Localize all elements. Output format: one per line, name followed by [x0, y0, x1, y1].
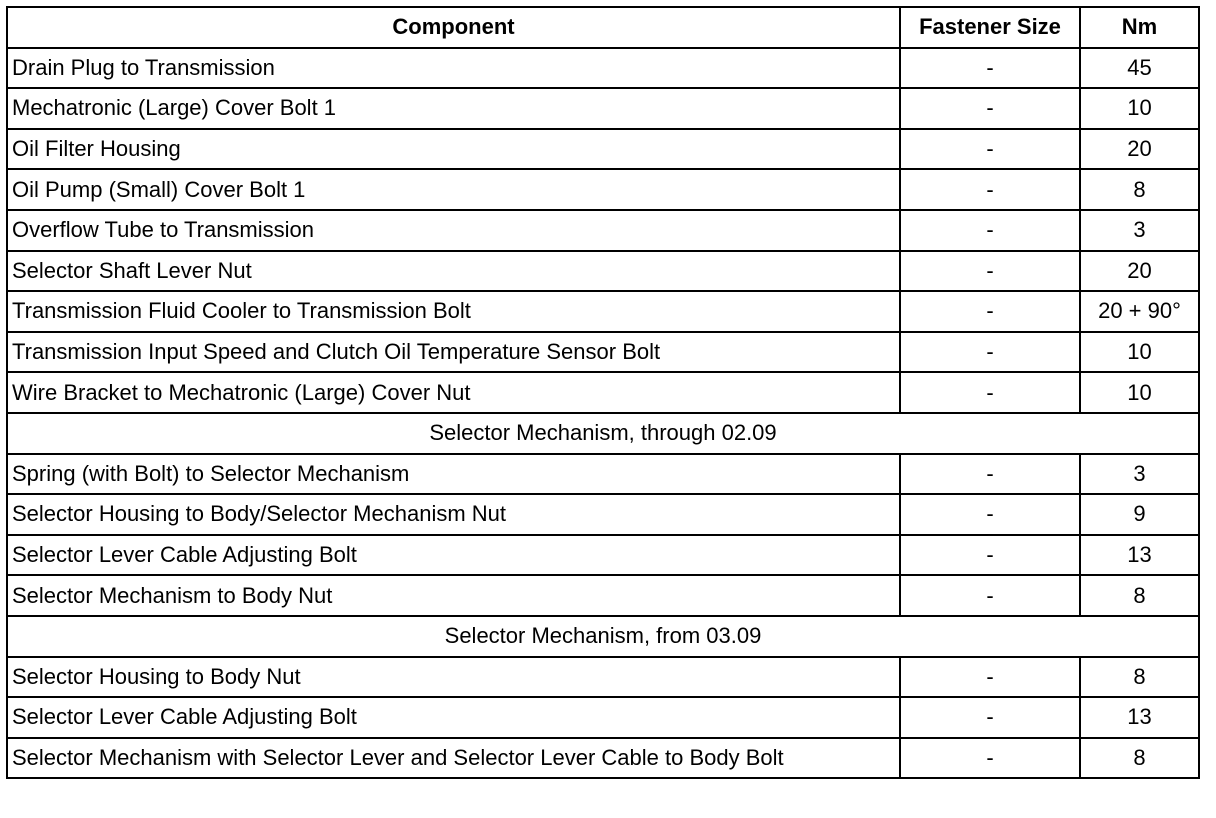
- nm-cell: 8: [1080, 575, 1199, 616]
- table-row: [7, 251, 1199, 292]
- header-nm: Nm: [1080, 7, 1199, 48]
- fastener-size-cell: -: [900, 251, 1080, 292]
- nm-cell: 13: [1080, 697, 1199, 738]
- section-title-from-0309: Selector Mechanism, from 03.09: [7, 616, 1199, 657]
- nm-cell: 9: [1080, 494, 1199, 535]
- table-row: [7, 697, 1199, 738]
- table-row: [7, 48, 1199, 89]
- nm-cell: 45: [1080, 48, 1199, 89]
- nm-cell: 3: [1080, 454, 1199, 495]
- component-cell: Mechatronic (Large) Cover Bolt 1: [7, 88, 900, 129]
- nm-cell: 8: [1080, 657, 1199, 698]
- fastener-size-cell: -: [900, 575, 1080, 616]
- fastener-size-cell: -: [900, 48, 1080, 89]
- nm-cell: 8: [1080, 738, 1199, 779]
- fastener-size-cell: -: [900, 454, 1080, 495]
- table-row: [7, 494, 1199, 535]
- nm-cell: 20 + 90°: [1080, 291, 1199, 332]
- component-cell: Selector Lever Cable Adjusting Bolt: [7, 535, 900, 576]
- component-cell: Drain Plug to Transmission: [7, 48, 900, 89]
- component-cell: Selector Shaft Lever Nut: [7, 251, 900, 292]
- fastener-size-cell: -: [900, 657, 1080, 698]
- component-cell: Selector Housing to Body Nut: [7, 657, 900, 698]
- fastener-size-cell: -: [900, 738, 1080, 779]
- table-row: [7, 575, 1199, 616]
- table-row: [7, 129, 1199, 170]
- fastener-size-cell: -: [900, 88, 1080, 129]
- torque-spec-table: [6, 6, 1200, 779]
- component-cell: Spring (with Bolt) to Selector Mechanism: [7, 454, 900, 495]
- section-title-through-0209: Selector Mechanism, through 02.09: [7, 413, 1199, 454]
- component-cell: Selector Housing to Body/Selector Mechanism Nut: [7, 494, 900, 535]
- fastener-size-cell: -: [900, 535, 1080, 576]
- nm-cell: 20: [1080, 251, 1199, 292]
- section-header-row: [7, 616, 1199, 657]
- fastener-size-cell: -: [900, 129, 1080, 170]
- component-cell: Oil Filter Housing: [7, 129, 900, 170]
- fastener-size-cell: -: [900, 372, 1080, 413]
- nm-cell: 13: [1080, 535, 1199, 576]
- table-row: [7, 210, 1199, 251]
- component-cell: Selector Lever Cable Adjusting Bolt: [7, 697, 900, 738]
- component-cell: Transmission Fluid Cooler to Transmission Bolt: [7, 291, 900, 332]
- component-cell: Overflow Tube to Transmission: [7, 210, 900, 251]
- fastener-size-cell: -: [900, 697, 1080, 738]
- component-cell: Transmission Input Speed and Clutch Oil Temperature Sensor Bolt: [7, 332, 900, 373]
- fastener-size-cell: -: [900, 291, 1080, 332]
- nm-cell: 10: [1080, 332, 1199, 373]
- table-row: [7, 372, 1199, 413]
- table-row: [7, 291, 1199, 332]
- table-row: [7, 738, 1199, 779]
- table-row: [7, 657, 1199, 698]
- nm-cell: 10: [1080, 88, 1199, 129]
- header-component: Component: [7, 7, 900, 48]
- nm-cell: 8: [1080, 169, 1199, 210]
- component-cell: Selector Mechanism to Body Nut: [7, 575, 900, 616]
- fastener-size-cell: -: [900, 494, 1080, 535]
- table-row: [7, 332, 1199, 373]
- component-cell: Oil Pump (Small) Cover Bolt 1: [7, 169, 900, 210]
- header-row: [7, 7, 1199, 48]
- nm-cell: 10: [1080, 372, 1199, 413]
- nm-cell: 3: [1080, 210, 1199, 251]
- component-cell: Wire Bracket to Mechatronic (Large) Cover Nut: [7, 372, 900, 413]
- torque-spec-table-container: [6, 6, 1198, 779]
- nm-cell: 20: [1080, 129, 1199, 170]
- table-row: [7, 454, 1199, 495]
- table-row: [7, 535, 1199, 576]
- table-row: [7, 169, 1199, 210]
- fastener-size-cell: -: [900, 210, 1080, 251]
- fastener-size-cell: -: [900, 169, 1080, 210]
- table-row: [7, 88, 1199, 129]
- fastener-size-cell: -: [900, 332, 1080, 373]
- component-cell: Selector Mechanism with Selector Lever and Selector Lever Cable to Body Bolt: [7, 738, 900, 779]
- header-fastener-size: Fastener Size: [900, 7, 1080, 48]
- section-header-row: [7, 413, 1199, 454]
